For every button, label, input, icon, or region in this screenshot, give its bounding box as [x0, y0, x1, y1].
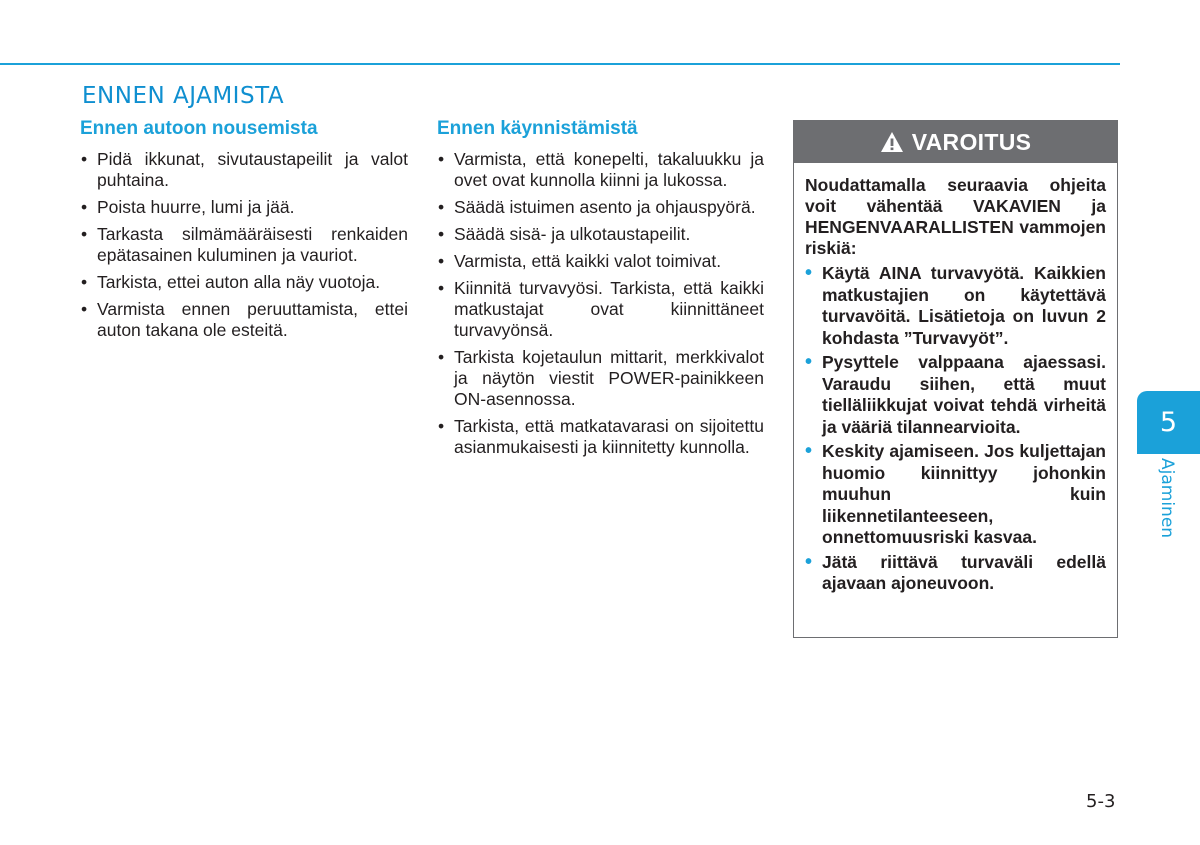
list-item: • Varmista, että konepelti, takaluukku ja ovet ovat kunnolla kiinni ja lukossa. [437, 149, 764, 191]
bullet-list [437, 149, 764, 458]
list-item: • Säädä istuimen asento ja ohjauspyörä. [437, 197, 764, 218]
warning-intro: Noudattamalla seuraavia ohjeita voit vähentää VAKAVIEN ja HENGENVAARALLISTEN vammojen riskiä: [805, 175, 1106, 258]
section-heading: Ennen autoon nousemista [80, 118, 318, 139]
top-divider [0, 63, 1120, 65]
section-before-entering [80, 118, 408, 347]
warning-item: • Keskity ajamiseen. Jos kuljettajan huomio kiinnittyy johonkin muuhun kuin liikennetilanteeseen, onnettomuusriski kasvaa. [805, 441, 1106, 549]
warning-header [794, 121, 1117, 163]
chapter-number: 5 [1137, 391, 1200, 454]
list-item: • Varmista, että kaikki valot toimivat. [437, 251, 764, 272]
page-number: 5-3 [1086, 791, 1116, 812]
list-item: • Pidä ikkunat, sivutaustapeilit ja valot puhtaina. [80, 149, 408, 191]
list-item: • Säädä sisä- ja ulkotaustapeilit. [437, 224, 764, 245]
warning-item: • Käytä AINA turvavyötä. Kaikkien matkustajien on käytettävä turvavöitä. Lisätietoja on luvun 2 kohdasta ”Turvavyöt”. [805, 263, 1106, 349]
warning-item: • Jätä riittävä turvaväli edellä ajavaan ajoneuvoon. [805, 552, 1106, 595]
list-item: • Poista huurre, lumi ja jää. [80, 197, 408, 218]
bullet-list [80, 149, 408, 341]
warning-box [793, 120, 1118, 638]
list-item: • Tarkista, ettei auton alla näy vuotoja. [80, 272, 408, 293]
section-heading: Ennen käynnistämistä [437, 118, 638, 139]
chapter-label: Ajaminen [1157, 458, 1177, 539]
warning-triangle-icon [880, 131, 904, 153]
list-item: • Tarkasta silmämääräisesti renkaiden epätasainen kuluminen ja vauriot. [80, 224, 408, 266]
warning-body [794, 163, 1117, 595]
list-item: • Tarkista, että matkatavarasi on sijoitettu asianmukaisesti ja kiinnitetty kunnolla. [437, 416, 764, 458]
list-item: • Tarkista kojetaulun mittarit, merkkivalot ja näytön viestit POWER-painikkeen ON-asennossa. [437, 347, 764, 410]
warning-list [805, 263, 1106, 595]
list-item: • Kiinnitä turvavyösi. Tarkista, että kaikki matkustajat ovat kiinnittäneet turvavyönsä. [437, 278, 764, 341]
page-title: ENNEN AJAMISTA [82, 83, 285, 109]
warning-title: VAROITUS [911, 128, 1032, 155]
list-item: • Varmista ennen peruuttamista, ettei auton takana ole esteitä. [80, 299, 408, 341]
warning-item: • Pysyttele valppaana ajaessasi. Varaudu siihen, että muut tielläliikkujat voivat tehdä virheitä ja vääriä tilannearvioita. [805, 352, 1106, 438]
section-before-starting [437, 118, 764, 464]
